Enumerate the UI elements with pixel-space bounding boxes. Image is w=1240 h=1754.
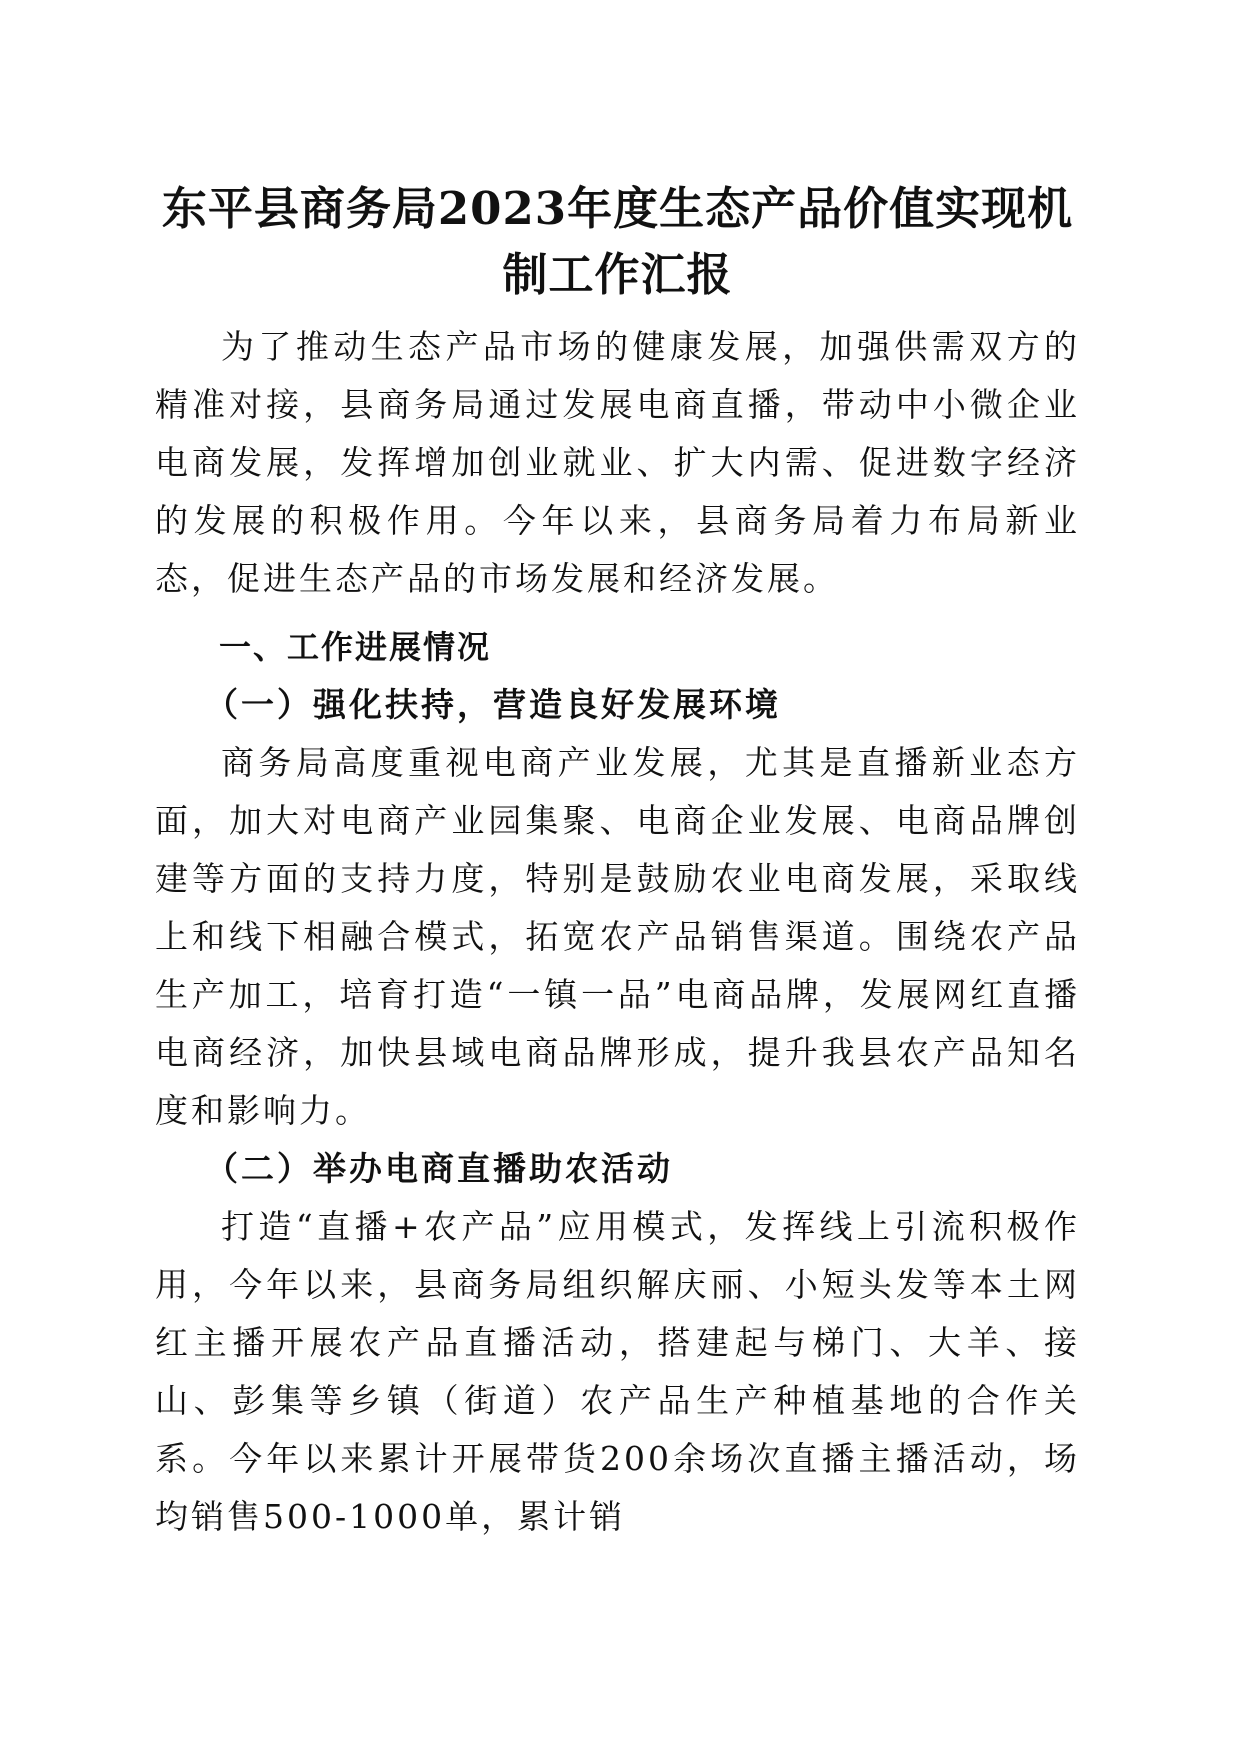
support-paragraph: 商务局高度重视电商产业发展，尤其是直播新业态方面，加大对电商产业园集聚、电商企业发展、电商品牌创建等方面的支持力度，特别是鼓励农业电商发展，采取线上和线下相融合模式，拓宽农产品销售渠道。围绕农产品生产加工，培育打造“一镇一品”电商品牌，发展网红直播电商经济，加快县域电商品牌形成，提升我县农产品知名度和影响力。	[155, 743, 1080, 1130]
intro-paragraph: 为了推动生态产品市场的健康发展，加强供需双方的精准对接，县商务局通过发展电商直播，带动中小微企业电商发展，发挥增加创业就业、扩大内需、促进数字经济的发展的积极作用。今年以来，县商务局着力布局新业态，促进生态产品的市场发展和经济发展。	[155, 327, 1080, 598]
subsection-heading-livestream: （二）举办电商直播助农活动	[205, 1149, 673, 1188]
section-heading-progress: 一、工作进展情况	[219, 628, 492, 666]
livestream-paragraph: 打造“直播+农产品”应用模式，发挥线上引流积极作用，今年以来，县商务局组织解庆丽、小短头发等本土网红主播开展农产品直播活动，搭建起与梯门、大羊、接山、彭集等乡镇（街道）农产品生产种植基地的合作关系。今年以来累计开展带货200余场次直播主播活动，场均销售500-1000单，累计销	[155, 1207, 1080, 1536]
document-title: 东平县商务局2023年度生态产品价值实现机 制工作汇报	[161, 182, 1074, 301]
subsection-heading-support: （一）强化扶持，营造良好发展环境	[205, 685, 781, 724]
